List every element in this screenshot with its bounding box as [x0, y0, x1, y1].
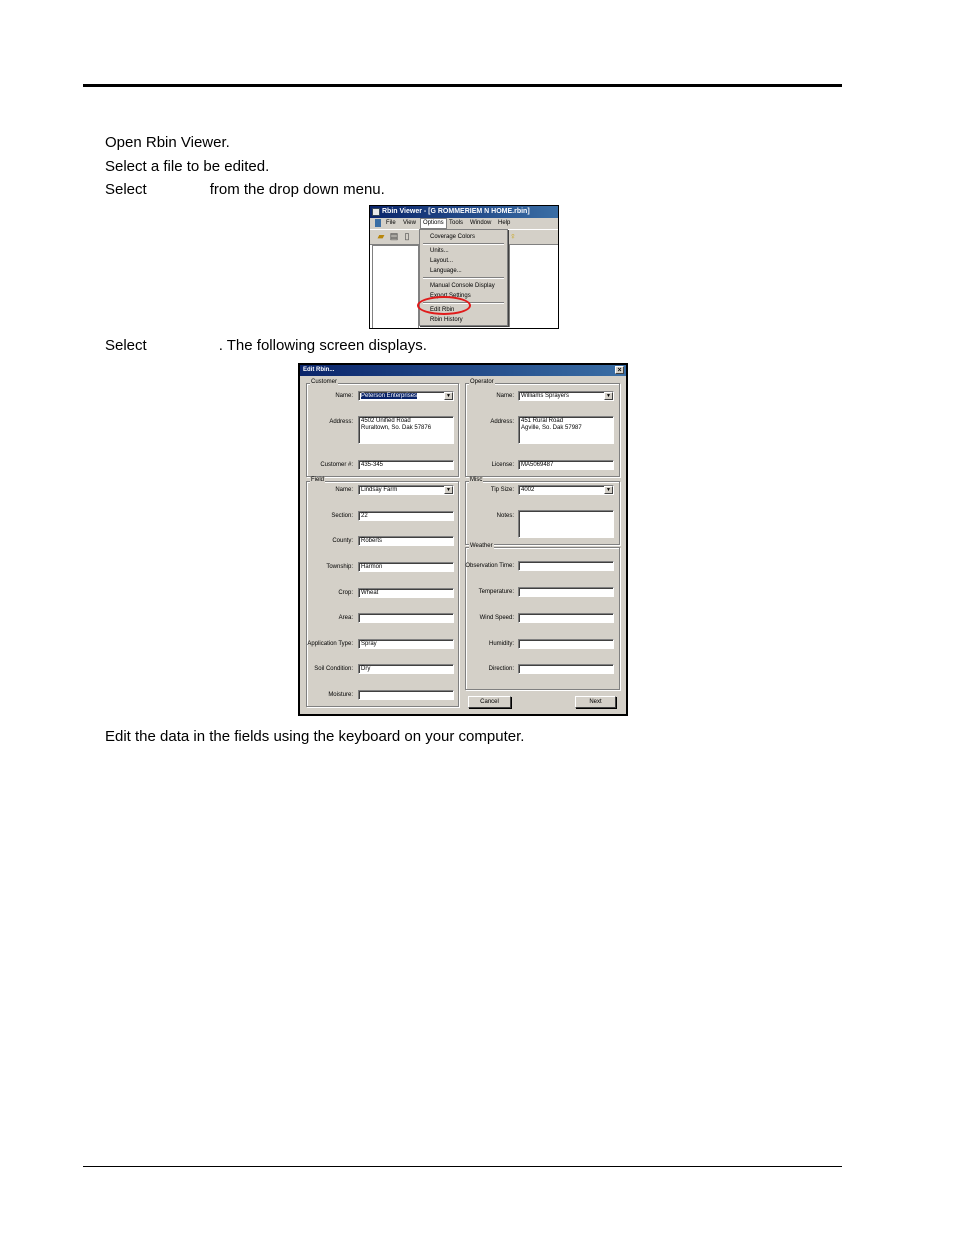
step-edit-data: Edit the data in the fields using the keyboard on your computer.: [105, 728, 525, 745]
dialog-title: Edit Rbin...: [303, 367, 335, 373]
county-field[interactable]: Roberts: [358, 536, 454, 546]
viewer-titlebar: [370, 206, 558, 218]
menu-separator: [423, 277, 504, 279]
menu-help[interactable]: Help: [498, 220, 511, 226]
step-3-rest: from the drop down menu.: [209, 181, 385, 198]
footer-rule: [83, 1166, 842, 1167]
area-field[interactable]: [358, 613, 454, 623]
operator-name-combo[interactable]: [518, 391, 614, 401]
step-3-select-word: Select: [105, 181, 147, 198]
operator-name-value: Williams Sprayers: [521, 393, 570, 399]
menu-item-language[interactable]: Language...: [430, 268, 462, 274]
customer-number-label: Customer #:: [320, 462, 353, 468]
area-label: Area:: [338, 615, 353, 621]
cancel-button[interactable]: Cancel: [468, 696, 511, 708]
menu-view[interactable]: View: [403, 220, 416, 226]
customer-name-combo[interactable]: [358, 391, 454, 401]
help-icon[interactable]: ♀: [509, 231, 517, 241]
open-folder-icon[interactable]: ▰: [377, 231, 385, 241]
tip-size-value: 4002: [521, 487, 535, 493]
print-icon[interactable]: ▤: [389, 231, 399, 241]
operator-license-label: License:: [491, 462, 514, 468]
header-rule: [83, 84, 842, 87]
customer-name-value: Peterson Enterprises: [361, 393, 418, 399]
temperature-label: Temperature:: [478, 589, 514, 595]
operator-name-label: Name:: [496, 393, 514, 399]
chevron-down-icon[interactable]: ▼: [604, 392, 613, 400]
operator-address-label: Address:: [490, 419, 514, 425]
menu-item-coverage-colors[interactable]: Coverage Colors: [430, 234, 476, 240]
viewer-left-pane: [372, 245, 419, 329]
township-label: Township:: [326, 564, 353, 570]
soil-condition-label: Soil Condition:: [314, 666, 353, 672]
county-label: County:: [332, 538, 353, 544]
menu-separator: [423, 243, 504, 245]
soil-condition-field[interactable]: Dry: [358, 664, 454, 674]
township-field[interactable]: Harmon: [358, 562, 454, 572]
step-select-edit: [105, 337, 427, 355]
observation-time-label: Observation Time:: [465, 563, 514, 569]
menu-window[interactable]: Window: [470, 220, 492, 226]
viewer-menubar: [370, 218, 558, 229]
chevron-down-icon[interactable]: ▼: [604, 486, 613, 494]
rbin-viewer-screenshot: [369, 205, 559, 329]
menu-item-export-settings[interactable]: Export Settings: [430, 293, 471, 299]
step-open-viewer: Open Rbin Viewer.: [105, 134, 230, 151]
next-button[interactable]: Next: [575, 696, 616, 708]
tip-size-label: Tip Size:: [490, 487, 514, 493]
viewer-title: Rbin Viewer - [G ROMMERIEM N HOME.rbin]: [382, 208, 530, 215]
tip-size-combo[interactable]: [518, 485, 614, 495]
step-4-select-word: Select: [105, 337, 147, 354]
edit-rbin-dialog-screenshot: [298, 363, 628, 716]
notes-field[interactable]: [518, 510, 614, 538]
viewer-right-pane: [509, 245, 556, 327]
document-icon: [375, 219, 381, 227]
direction-label: Direction:: [488, 666, 514, 672]
step-4-rest: . The following screen displays.: [218, 337, 427, 354]
moisture-label: Moisture:: [328, 692, 353, 698]
highlight-circle: [417, 296, 471, 315]
field-name-combo[interactable]: [358, 485, 454, 495]
notes-label: Notes:: [496, 513, 514, 519]
field-name-label: Name:: [335, 487, 353, 493]
customer-number-field[interactable]: 435-345: [358, 460, 454, 470]
field-group-label: Field: [311, 477, 325, 483]
chevron-down-icon[interactable]: ▼: [444, 392, 453, 400]
temperature-field[interactable]: [518, 587, 614, 597]
customer-name-label: Name:: [335, 393, 353, 399]
print-preview-icon[interactable]: ▯: [404, 231, 410, 241]
dialog-titlebar: [300, 365, 626, 376]
operator-address-field[interactable]: 451 Rural Road Agville, So. Dak 57987: [518, 416, 614, 444]
menu-item-units[interactable]: Units...: [430, 248, 449, 254]
menu-file[interactable]: File: [386, 220, 396, 226]
customer-group-label: Customer: [311, 379, 338, 385]
humidity-field[interactable]: [518, 639, 614, 649]
menu-item-layout[interactable]: Layout...: [430, 258, 454, 264]
moisture-field[interactable]: [358, 690, 454, 700]
weather-group-label: Weather: [470, 543, 493, 549]
wind-speed-field[interactable]: [518, 613, 614, 623]
close-icon[interactable]: ×: [615, 366, 624, 374]
operator-license-field[interactable]: MA5069487: [518, 460, 614, 470]
direction-field[interactable]: [518, 664, 614, 674]
menu-item-rbin-history[interactable]: Rbin History: [430, 317, 463, 323]
observation-time-field[interactable]: [518, 561, 614, 571]
menu-options[interactable]: Options: [420, 218, 447, 229]
misc-group-label: Misc: [470, 477, 483, 483]
operator-group-label: Operator: [470, 379, 494, 385]
section-label: Section:: [331, 513, 353, 519]
application-type-field[interactable]: Spray: [358, 639, 454, 649]
menu-item-manual-console-display[interactable]: Manual Console Display: [430, 283, 495, 289]
wind-speed-label: Wind Speed:: [479, 615, 514, 621]
customer-address-label: Address:: [329, 419, 353, 425]
customer-address-field[interactable]: 4502 Unified Road Ruraltown, So. Dak 57876: [358, 416, 454, 444]
crop-field[interactable]: Wheat: [358, 588, 454, 598]
app-icon: [372, 208, 380, 216]
step-select-menu: [105, 181, 385, 199]
menu-item-edit-rbin[interactable]: Edit Rbin: [430, 307, 455, 313]
crop-label: Crop:: [338, 590, 353, 596]
menu-tools[interactable]: Tools: [449, 220, 464, 226]
application-type-label: Application Type:: [307, 641, 353, 647]
chevron-down-icon[interactable]: ▼: [444, 486, 453, 494]
field-name-value: Lindsay Farm: [361, 487, 398, 493]
step-select-file: Select a file to be edited.: [105, 158, 270, 175]
humidity-label: Humidity:: [488, 641, 514, 647]
section-field[interactable]: 22: [358, 511, 454, 521]
